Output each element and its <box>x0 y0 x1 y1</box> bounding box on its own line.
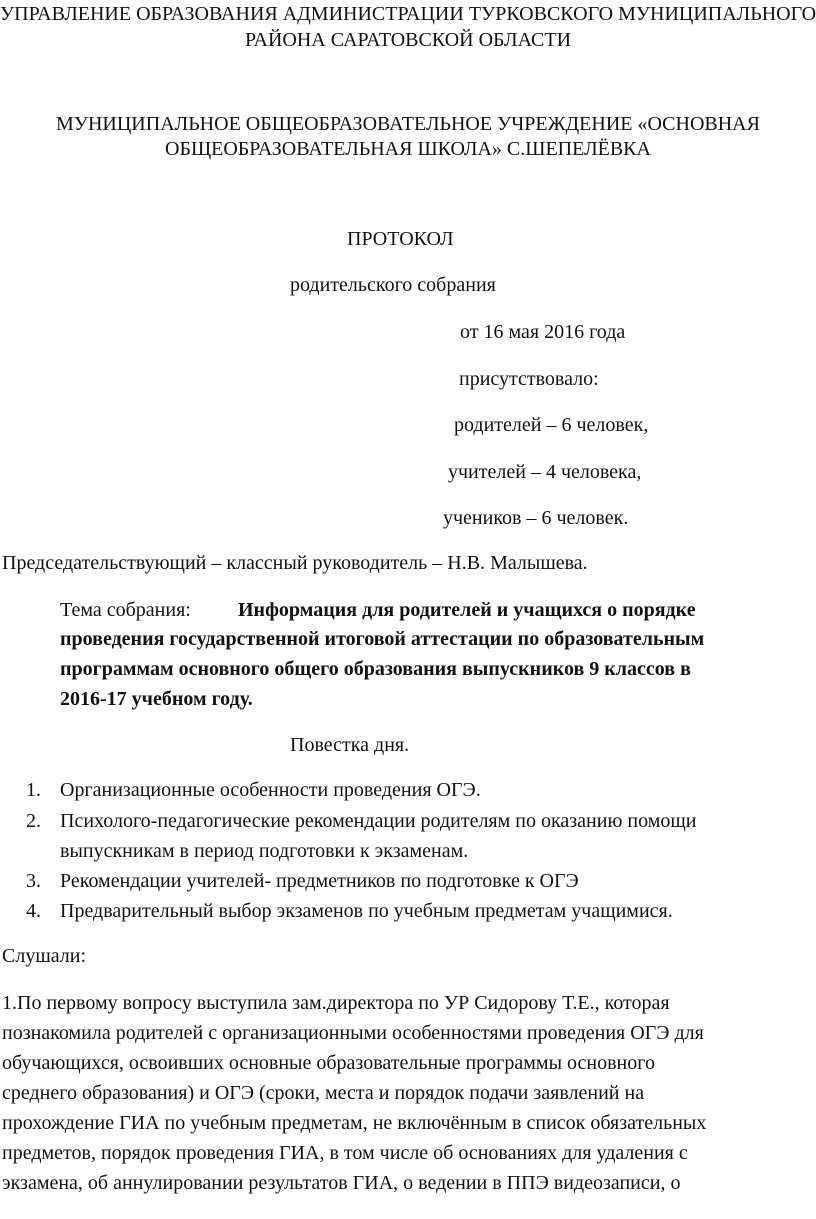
protocol-date: от 16 мая 2016 года <box>460 321 626 343</box>
school-header-line-1: МУНИЦИПАЛЬНОЕ ОБЩЕОБРАЗОВАТЕЛЬНОЕ УЧРЕЖДЕНИЕ «ОСНОВНАЯ <box>56 113 760 135</box>
body-line: познакомила родителей с организационными особенностями проведения ОГЭ для <box>2 1022 704 1044</box>
topic-line-2: проведения государственной итоговой аттестации по образовательным <box>60 628 705 650</box>
agenda-item-number: 3. <box>26 870 41 892</box>
body-line: экзамена, об аннулировании результатов ГИА, о ведении в ППЭ видеозаписи, о <box>2 1172 681 1194</box>
body-line: предметов, порядок проведения ГИА, в том числе об основаниях для удаления с <box>2 1142 688 1164</box>
present-parents: родителей – 6 человек, <box>454 414 649 436</box>
heard-label: Слушали: <box>2 945 87 967</box>
agenda-item-number: 2. <box>26 810 41 832</box>
body-line: прохождение ГИА по учебным предметам, не включённым в список обязательных <box>2 1112 707 1134</box>
agenda-item-text-continued: выпускникам в период подготовки к экзаменам. <box>60 840 469 862</box>
agenda-title: Повестка дня. <box>290 734 410 756</box>
protocol-title: ПРОТОКОЛ <box>347 228 454 250</box>
agenda-item-text: Организационные особенности проведения ОГЭ. <box>60 779 481 801</box>
topic-line-3: программам основного общего образования выпускников 9 классов в <box>60 658 691 680</box>
agenda-item-text: Предварительный выбор экзаменов по учебным предметам учащимися. <box>60 900 673 922</box>
agenda-item-number: 4. <box>26 900 41 922</box>
admin-header-line-2: РАЙОНА САРАТОВСКОЙ ОБЛАСТИ <box>244 29 572 51</box>
topic-line-4: 2016-17 учебном году. <box>60 688 253 710</box>
body-line: 1.По первому вопросу выступила зам.директора по УР Сидорову Т.Е., которая <box>2 992 670 1014</box>
topic-label: Тема собрания: <box>60 599 191 621</box>
agenda-item-number: 1. <box>26 779 41 801</box>
body-line: среднего образования) и ОГЭ (сроки, места и порядок подачи заявлений на <box>2 1082 645 1104</box>
present-teachers: учителей – 4 человека, <box>448 461 642 483</box>
agenda-item-text: Психолого-педагогические рекомендации родителям по оказанию помощи <box>60 810 697 832</box>
agenda-item-text: Рекомендации учителей- предметников по подготовке к ОГЭ <box>60 870 579 892</box>
present-label: присутствовало: <box>459 368 599 390</box>
protocol-subtitle: родительского собрания <box>290 274 496 296</box>
body-line: обучающихся, освоивших основные образовательные программы основного <box>2 1052 655 1074</box>
topic-line-1: Информация для родителей и учащихся о порядке <box>238 599 696 621</box>
admin-header-line-1: УПРАВЛЕНИЕ ОБРАЗОВАНИЯ АДМИНИСТРАЦИИ ТУРКОВСКОГО МУНИЦИПАЛЬНОГО <box>0 3 816 25</box>
school-header-line-2: ОБЩЕОБРАЗОВАТЕЛЬНАЯ ШКОЛА» С.ШЕПЕЛЁВКА <box>165 138 651 160</box>
present-students: учеников – 6 человек. <box>443 507 629 529</box>
chair-line: Председательствующий – классный руководитель – Н.В. Малышева. <box>2 552 588 574</box>
